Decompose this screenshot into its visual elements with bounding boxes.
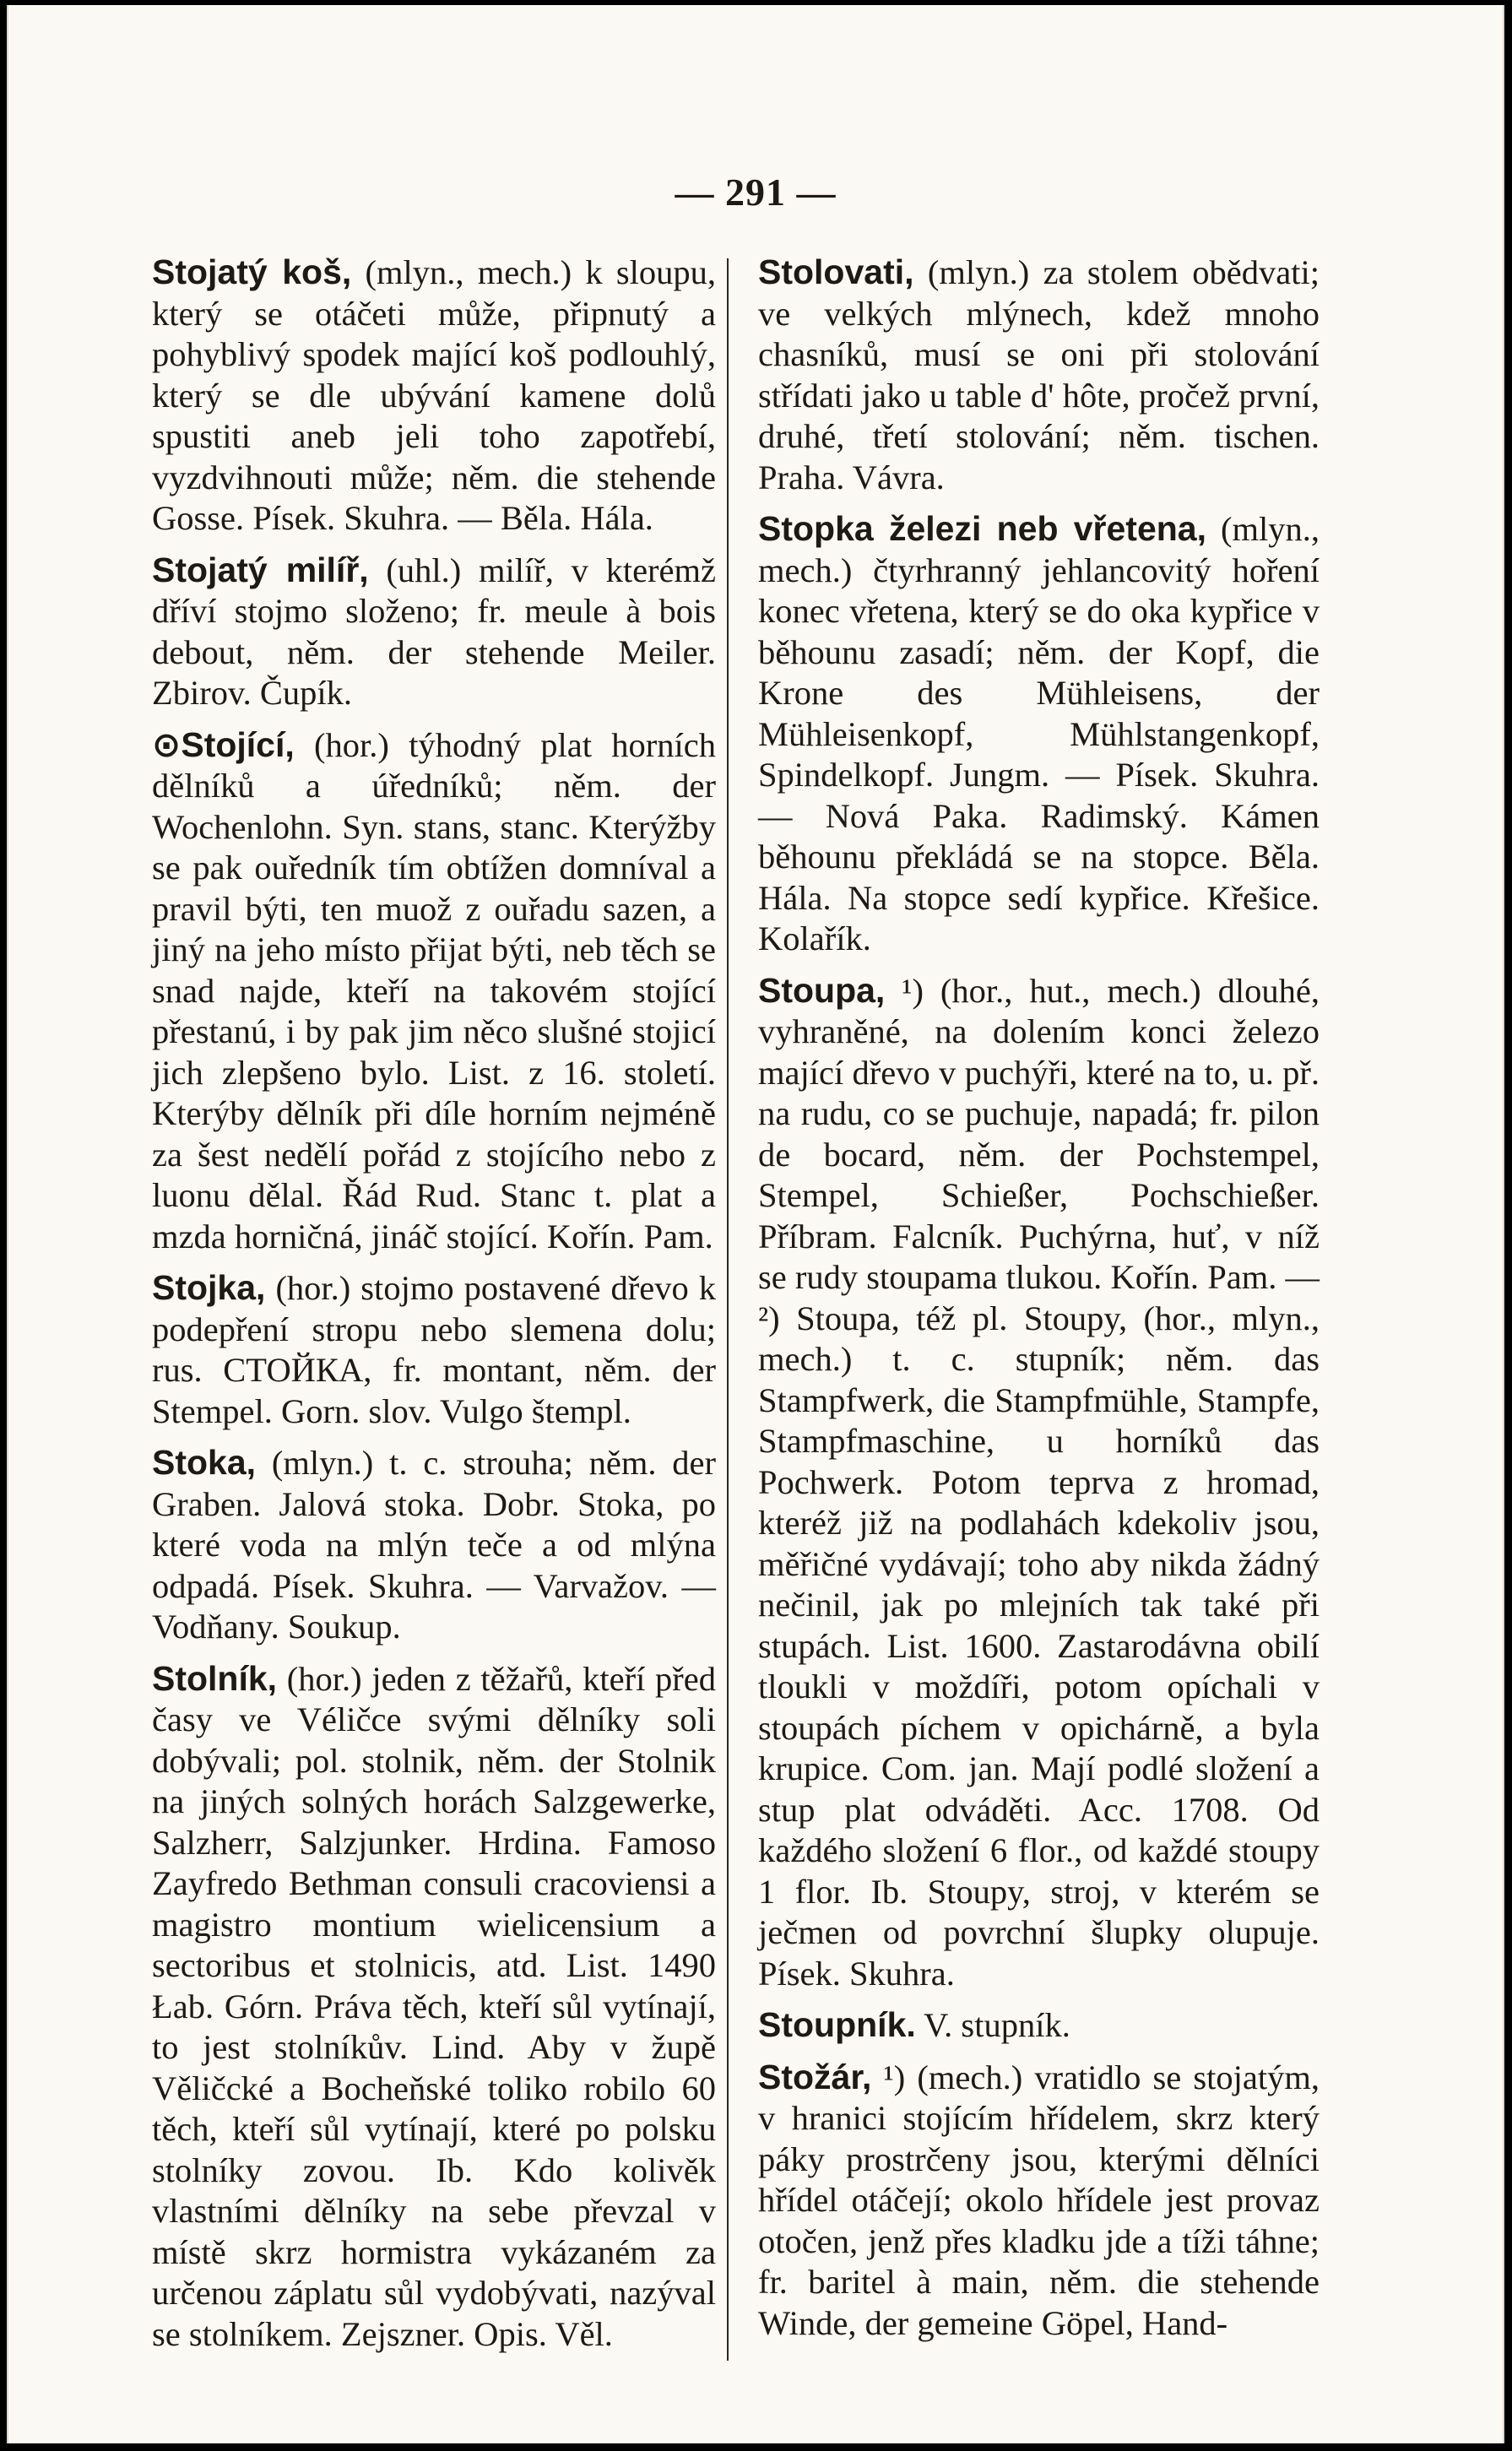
page-number: — 291 —: [675, 171, 837, 214]
dictionary-entry: [758, 2057, 1320, 2345]
entry-text: (uhl.) milíř, v kterémž dříví stojmo složeno; fr. meule à bois debout, něm. der stehende Meiler. Zbirov. Čupík.: [152, 550, 716, 712]
entry-headword: Stopka železi neb vřetena,: [758, 509, 1206, 548]
dictionary-entry: [152, 550, 716, 714]
dictionary-entry: [758, 2004, 1320, 2047]
dictionary-entry: [152, 724, 716, 1258]
entry-text: (hor.) jeden z těžařů, kteří před časy ve Véličce svými dělníky soli dobývali; pol. stolnik, něm. der Stolnik na jiných solných horách Salzgewerke, Salzherr, Salzjunker. Hrdina. Famoso Zayfredo Bethman consuli cracoviensi a magistro montium wielicensium a sectoribus et stolnicis, atd. List. 1490 Łab. Górn. Práva těch, kteří sůl vytínají, to jest stolníkův. Lind. Aby v župě Věličcké a Bocheňské toliko robilo 60 těch, kteří sůl vytínají, které po polsku stolníky zovou. Ib. Kdo kolivěk vlastními dělníky na sebe převzal v místě skrz hormistra vykázaném za určenou záplatu sůl vydobývati, nazýval se stolníkem. Zejszner. Opis. Věl.: [152, 1659, 716, 2353]
entry-headword: Stojatý milíř,: [152, 550, 369, 589]
entry-headword: Stojka,: [152, 1268, 266, 1307]
entry-text: (mlyn., mech.) čtyrhranný jehlancovitý hoření konec vřetena, který se do oka kypřice v běhounu zasadí; něm. der Kopf, die Krone des Mühleisens, der Mühleisenkopf, Mühlstangenkopf, Spindelkopf. Jungm. — Písek. Skuhra. — Nová Paka. Radimský. Kámen běhounu překládá se na stopce. Běla. Hála. Na stopce sedí kypřice. Křešice. Kolařík.: [758, 510, 1320, 957]
page-sheet: [7, 5, 1504, 2443]
entry-headword: Stolník,: [152, 1658, 278, 1698]
entry-text: (hor.) týhodný plat horních dělníků a úředníků; něm. der Wochenlohn. Syn. stans, stanc. Kterýžby se pak ouředník tím obtížen domníval a pravil býti, ten muož z ouřadu sazen, a jiný na jeho místo přijat býti, neb těch se snad najde, kteří na takovém stojící přestanú, i by pak jim něco slušné stojicí jich zlepšeno bylo. List. z 16. století. Kterýby dělník při díle horním nejméně za šest nedělí pořád z stojícího nebo z luonu dělal. Řád Rud. Stanc t. plat a mzda horničná, jináč stojící. Kořín. Pam.: [152, 725, 716, 1255]
dictionary-entry: [758, 508, 1320, 960]
entry-text: (mlyn.) t. c. strouha; něm. der Graben. Jalová stoka. Dobr. Stoka, po které voda na mlýn teče a od mlýna odpadá. Písek. Skuhra. — Varvažov. — Vodňany. Soukup.: [152, 1444, 716, 1646]
dictionary-entry: [152, 1442, 716, 1648]
entry-headword: Stojatý koš,: [152, 252, 352, 291]
left-column: [152, 252, 716, 2365]
entry-headword: Stoka,: [152, 1443, 257, 1482]
dictionary-entry: [152, 1267, 716, 1432]
entry-text: (mlyn., mech.) k sloupu, který se otáčeti může, připnutý a pohyblivý spodek mající koš podlouhlý, který se dle ubývání kamene dolů spustiti aneb jeli toho zapotřebí, vyzdvihnouti může; něm. die stehende Gosse. Písek. Skuhra. — Běla. Hála.: [152, 253, 716, 537]
dictionary-entry: [758, 252, 1320, 498]
column-divider: [727, 258, 729, 2361]
entry-text: V. stupník.: [915, 2006, 1070, 2044]
entry-headword: Stožár,: [758, 2057, 872, 2096]
right-column: [758, 252, 1320, 2354]
dictionary-entry: [152, 252, 716, 540]
dictionary-entry: [758, 970, 1320, 1995]
dictionary-entry: [152, 1658, 716, 2356]
entry-headword: Stoupa,: [758, 970, 886, 1010]
entry-text: (hor.) stojmo postavené dřevo k podepření stropu nebo slemena dolu; rus. СТОЙКА, fr. montant, něm. der Stempel. Gorn. slov. Vulgo štempl.: [152, 1269, 716, 1430]
entry-headword: ⊙Stojící,: [152, 724, 295, 764]
entry-text: (mlyn.) za stolem obědvati; ve velkých mlýnech, kdež mnoho chasníků, musí se oni při stolování střídati jako u table d' hôte, pročež první, druhé, třetí stolování; něm. tischen. Praha. Vávra.: [758, 253, 1320, 496]
entry-headword: Stolovati,: [758, 252, 914, 291]
entry-headword: Stoupník.: [758, 2005, 916, 2044]
entry-text: ¹) (hor., hut., mech.) dlouhé, vyhraněné, na dolením konci železo mající dřevo v puchýři, které na to, u. př. na rudu, co se puchuje, napadá; fr. pilon de bocard, něm. der Pochstempel, Stempel, Schießer, Pochschießer. Příbram. Falcník. Puchýrna, huť, v níž se rudy stoupama tlukou. Kořín. Pam. — ²) Stoupa, též pl. Stoupy, (hor., mlyn., mech.) t. c. stupník; něm. das Stampfwerk, die Stampfmühle, Stampfe, Stampfmaschine, u horníků das Pochwerk. Potom teprva z hromad, kteréž již na podlahách kdekoliv jsou, měřičné vydávají; toho aby nikda žádný nečinil, jak po mlejních tak také při stupách. List. 1600. Zastarodávna obilí tloukli v moždíři, potom opíchali v stoupách píchem v opichárně, a byla krupice. Com. jan. Mají podlé složení a stup plat odváděti. Acc. 1708. Od každého složení 6 flor., od každé stoupy 1 flor. Ib. Stoupy, stroj, v kterém se ječmen od povrchní šlupky olupuje. Písek. Skuhra.: [758, 971, 1320, 1993]
entry-text: ¹) (mech.) vratidlo se stojatým, v hranici stojícím hřídelem, skrz který páky prostrčeny jsou, kterými dělníci hřídel otáčejí; okolo hřídele jest provaz otočen, jenž přes kladku jde a tíži táhne; fr. baritel à main, něm. die stehende Winde, der gemeine Göpel, Hand-: [758, 2058, 1320, 2342]
